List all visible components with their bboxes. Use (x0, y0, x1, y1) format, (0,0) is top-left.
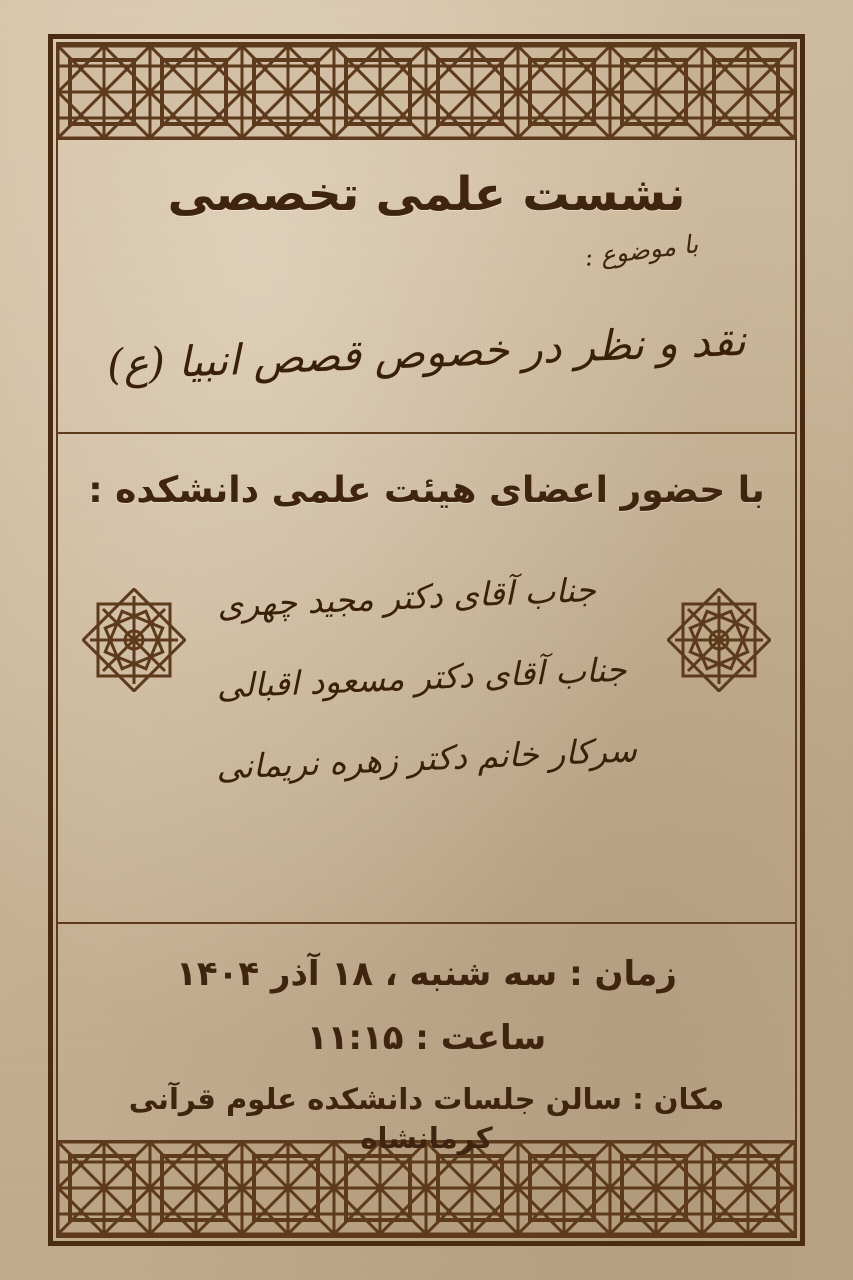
divider-rule-lower (58, 922, 795, 924)
attendees-heading: با حضور اعضای هیئت علمی دانشکده : (88, 470, 765, 511)
top-ornament-band (58, 44, 795, 140)
divider-rule-upper (58, 432, 795, 434)
page-title: نشست علمی تخصصی (167, 167, 686, 222)
subject-label: با موضوع : (582, 229, 700, 272)
strapwork-pattern-icon (58, 46, 795, 138)
event-time: ساعت : ۱۱:۱۵ (306, 1017, 547, 1058)
list-item: جناب آقای دکتر مجید چهری (216, 569, 597, 625)
event-details (70, 952, 783, 1158)
list-item: سرکار خانم دکتر زهره نریمانی (215, 730, 638, 787)
event-date: زمان : سه شنبه ، ۱۸ آذر ۱۴۰۴ (176, 954, 677, 994)
subject-text: نقد و نظر در خصوص قصص انبیا (ع) (106, 315, 747, 390)
list-item: جناب آقای دکتر مسعود اقبالی (215, 649, 628, 706)
attendees-list (70, 569, 783, 823)
event-place: مکان : سالن جلسات دانشکده علوم قرآنی کرمانشاه (128, 1081, 725, 1155)
